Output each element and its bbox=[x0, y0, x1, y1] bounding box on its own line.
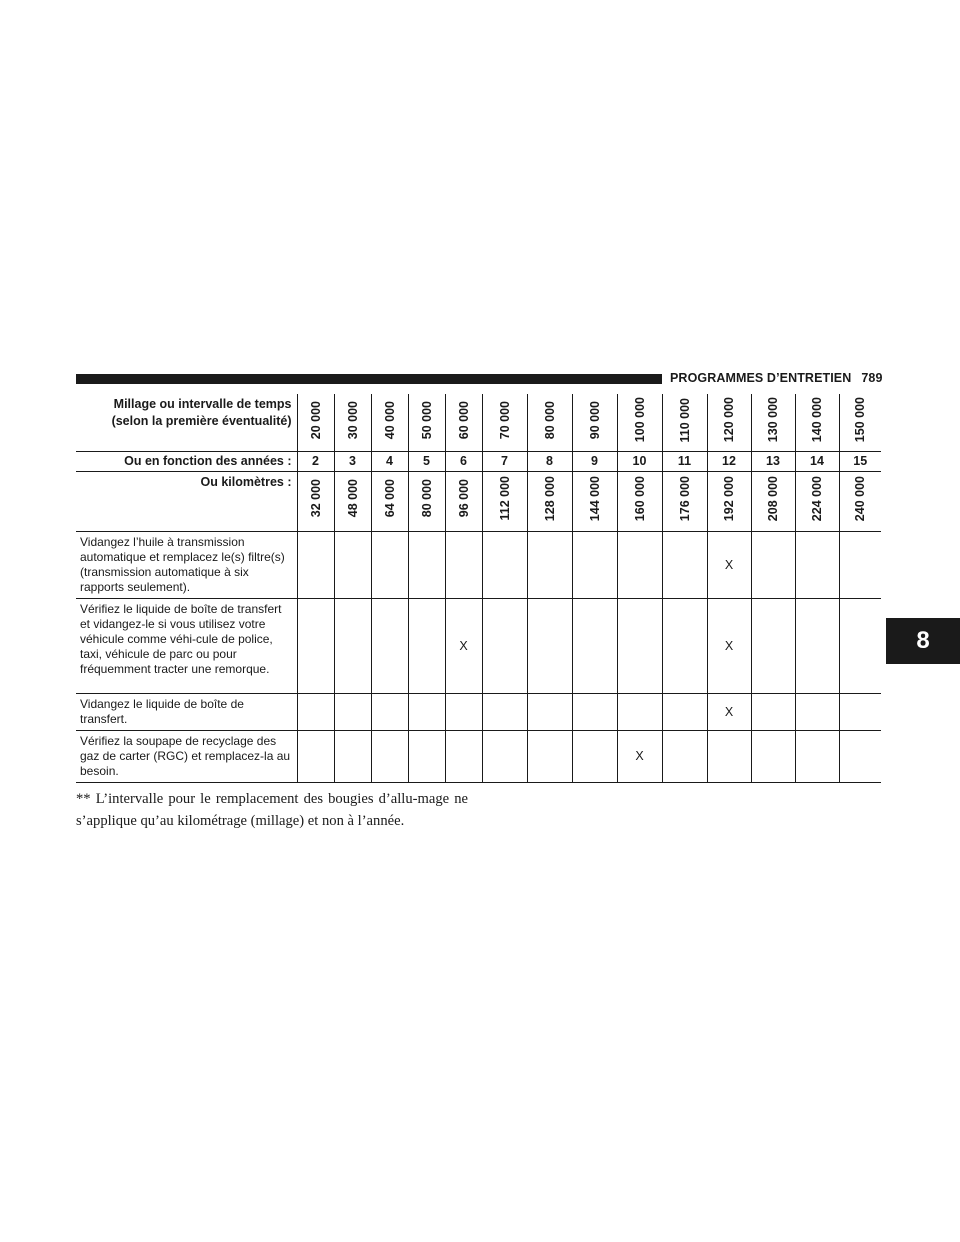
kilometres-value: 192 000 bbox=[722, 475, 736, 522]
task-interval-cell bbox=[527, 598, 572, 693]
mileage-value: 110 000 bbox=[677, 397, 692, 442]
mileage-row-label bbox=[76, 394, 297, 451]
task-interval-cell bbox=[617, 531, 662, 598]
running-header bbox=[670, 367, 883, 389]
task-interval-cell bbox=[297, 598, 334, 693]
kilometres-cell bbox=[408, 471, 445, 531]
task-interval-cell bbox=[371, 730, 408, 782]
task-interval-cell bbox=[617, 693, 662, 730]
kilometres-value: 96 000 bbox=[456, 479, 471, 518]
task-interval-cell: X bbox=[707, 531, 751, 598]
task-interval-cell bbox=[617, 598, 662, 693]
year-value: 6 bbox=[445, 451, 482, 471]
mileage-cell bbox=[527, 394, 572, 451]
years-row-label: Ou en fonction des années : bbox=[124, 453, 292, 468]
year-value: 13 bbox=[751, 451, 795, 471]
mileage-value: 30 000 bbox=[345, 400, 360, 439]
task-interval-cell bbox=[527, 531, 572, 598]
task-interval-cell bbox=[445, 730, 482, 782]
task-interval-cell bbox=[297, 531, 334, 598]
spark-plug-footnote bbox=[76, 788, 468, 832]
mileage-cell bbox=[297, 394, 334, 451]
kilometres-cell bbox=[572, 471, 617, 531]
task-row bbox=[76, 693, 881, 730]
task-interval-cell bbox=[527, 693, 572, 730]
task-interval-cell bbox=[795, 730, 839, 782]
task-label: Vidangez le liquide de boîte de transfert. bbox=[80, 696, 244, 726]
kilometres-value: 208 000 bbox=[766, 475, 780, 522]
mileage-value: 130 000 bbox=[766, 397, 780, 443]
kilometres-value: 80 000 bbox=[419, 479, 434, 518]
year-value: 2 bbox=[297, 451, 334, 471]
year-value: 3 bbox=[334, 451, 371, 471]
maintenance-schedule-table bbox=[76, 394, 881, 783]
mileage-cell bbox=[482, 394, 527, 451]
kilometres-value: 144 000 bbox=[587, 475, 602, 522]
mileage-row bbox=[76, 394, 881, 451]
task-label: Vidangez l’huile à transmission automatique et remplacez le(s) filtre(s) (transmission automatique à six rapports seulement). bbox=[80, 534, 285, 594]
mileage-cell bbox=[408, 394, 445, 451]
kilometres-value: 160 000 bbox=[632, 475, 647, 522]
kilometres-cell bbox=[527, 471, 572, 531]
task-interval-cell bbox=[751, 693, 795, 730]
task-interval-cell bbox=[751, 730, 795, 782]
task-interval-cell bbox=[707, 730, 751, 782]
task-interval-cell bbox=[334, 531, 371, 598]
kilometres-row bbox=[76, 471, 881, 531]
kilometres-value: 48 000 bbox=[345, 479, 360, 518]
task-interval-cell bbox=[839, 693, 881, 730]
kilometres-cell bbox=[751, 471, 795, 531]
year-value: 11 bbox=[662, 451, 707, 471]
task-interval-cell bbox=[751, 531, 795, 598]
task-interval-cell bbox=[408, 730, 445, 782]
task-interval-cell bbox=[527, 730, 572, 782]
kilometres-cell bbox=[707, 471, 751, 531]
footnote-text: ** L’intervalle pour le remplacement des bougies d’allu-mage ne s’applique qu’au kilométrage (millage) et non à l’année. bbox=[76, 791, 468, 829]
task-interval-cell bbox=[662, 598, 707, 693]
kilometres-row-label: Ou kilomètres : bbox=[200, 474, 292, 489]
year-value: 8 bbox=[527, 451, 572, 471]
mileage-value: 50 000 bbox=[419, 400, 434, 439]
task-interval-cell bbox=[371, 693, 408, 730]
task-interval-cell bbox=[482, 693, 527, 730]
mileage-value: 100 000 bbox=[632, 397, 647, 443]
task-label: Vérifiez la soupape de recyclage des gaz de carter (RGC) et remplacez-la au besoin. bbox=[80, 733, 291, 778]
chapter-tab[interactable]: 8 bbox=[886, 618, 960, 664]
header-rule bbox=[76, 374, 662, 384]
year-value: 14 bbox=[795, 451, 839, 471]
task-interval-cell bbox=[839, 531, 881, 598]
mileage-value: 140 000 bbox=[810, 397, 824, 443]
kilometres-cell bbox=[482, 471, 527, 531]
task-interval-cell bbox=[445, 693, 482, 730]
task-interval-cell bbox=[334, 730, 371, 782]
task-interval-cell: X bbox=[445, 598, 482, 693]
kilometres-cell bbox=[371, 471, 408, 531]
task-interval-cell bbox=[751, 598, 795, 693]
task-label: Vérifiez le liquide de boîte de transfert et vidangez-le si vous utilisez votre véhicule comme véhi-cule de police, taxi, véhicule de parc ou pour fréquemment tracter une remorque. bbox=[80, 601, 282, 676]
section-title: PROGRAMMES D’ENTRETIEN bbox=[670, 371, 852, 385]
task-interval-cell bbox=[482, 730, 527, 782]
kilometres-value: 176 000 bbox=[677, 475, 692, 522]
mileage-cell bbox=[751, 394, 795, 451]
task-interval-cell bbox=[445, 531, 482, 598]
task-interval-cell bbox=[482, 531, 527, 598]
task-interval-cell bbox=[839, 598, 881, 693]
mileage-cell bbox=[795, 394, 839, 451]
mileage-value: 20 000 bbox=[308, 400, 323, 439]
mileage-cell bbox=[572, 394, 617, 451]
task-interval-cell bbox=[408, 531, 445, 598]
kilometres-cell bbox=[662, 471, 707, 531]
year-value: 5 bbox=[408, 451, 445, 471]
kilometres-value: 64 000 bbox=[382, 479, 397, 518]
kilometres-cell bbox=[297, 471, 334, 531]
task-interval-cell bbox=[408, 598, 445, 693]
task-interval-cell bbox=[334, 598, 371, 693]
mileage-label-line1: Millage ou intervalle de temps bbox=[113, 397, 292, 411]
year-value: 15 bbox=[839, 451, 881, 471]
task-interval-cell bbox=[572, 730, 617, 782]
task-interval-cell: X bbox=[617, 730, 662, 782]
year-value: 9 bbox=[572, 451, 617, 471]
task-interval-cell bbox=[572, 693, 617, 730]
mileage-cell bbox=[617, 394, 662, 451]
task-interval-cell bbox=[662, 730, 707, 782]
mileage-value: 120 000 bbox=[722, 397, 736, 443]
task-interval-cell bbox=[572, 531, 617, 598]
mileage-cell bbox=[371, 394, 408, 451]
task-interval-cell bbox=[371, 598, 408, 693]
kilometres-value: 240 000 bbox=[853, 475, 868, 522]
task-interval-cell bbox=[795, 598, 839, 693]
mileage-value: 70 000 bbox=[497, 400, 512, 439]
task-interval-cell bbox=[572, 598, 617, 693]
task-interval-cell bbox=[795, 531, 839, 598]
mileage-cell bbox=[707, 394, 751, 451]
mileage-value: 80 000 bbox=[542, 400, 557, 439]
task-interval-cell bbox=[297, 693, 334, 730]
mileage-value: 90 000 bbox=[587, 400, 602, 439]
kilometres-cell bbox=[617, 471, 662, 531]
year-value: 7 bbox=[482, 451, 527, 471]
task-interval-cell bbox=[839, 730, 881, 782]
mileage-value: 60 000 bbox=[456, 400, 471, 439]
kilometres-value: 128 000 bbox=[542, 475, 557, 522]
task-interval-cell bbox=[662, 531, 707, 598]
task-row bbox=[76, 531, 881, 598]
years-row bbox=[76, 451, 881, 471]
mileage-label-line2: (selon la première éventualité) bbox=[111, 414, 292, 428]
kilometres-cell bbox=[334, 471, 371, 531]
kilometres-value: 112 000 bbox=[497, 476, 512, 521]
task-interval-cell: X bbox=[707, 693, 751, 730]
mileage-cell bbox=[445, 394, 482, 451]
task-row bbox=[76, 730, 881, 782]
mileage-cell bbox=[662, 394, 707, 451]
year-value: 4 bbox=[371, 451, 408, 471]
task-interval-cell bbox=[297, 730, 334, 782]
mileage-value: 150 000 bbox=[853, 397, 868, 443]
kilometres-value: 224 000 bbox=[810, 475, 824, 522]
kilometres-cell bbox=[839, 471, 881, 531]
task-row bbox=[76, 598, 881, 693]
task-interval-cell bbox=[795, 693, 839, 730]
kilometres-cell bbox=[445, 471, 482, 531]
mileage-cell bbox=[839, 394, 881, 451]
year-value: 10 bbox=[617, 451, 662, 471]
task-interval-cell bbox=[408, 693, 445, 730]
year-value: 12 bbox=[707, 451, 751, 471]
task-interval-cell bbox=[662, 693, 707, 730]
page-number: 789 bbox=[861, 371, 883, 385]
kilometres-cell bbox=[795, 471, 839, 531]
task-interval-cell: X bbox=[707, 598, 751, 693]
mileage-value: 40 000 bbox=[382, 400, 397, 439]
task-interval-cell bbox=[334, 693, 371, 730]
mileage-cell bbox=[334, 394, 371, 451]
task-interval-cell bbox=[482, 598, 527, 693]
kilometres-value: 32 000 bbox=[308, 479, 323, 518]
task-interval-cell bbox=[371, 531, 408, 598]
